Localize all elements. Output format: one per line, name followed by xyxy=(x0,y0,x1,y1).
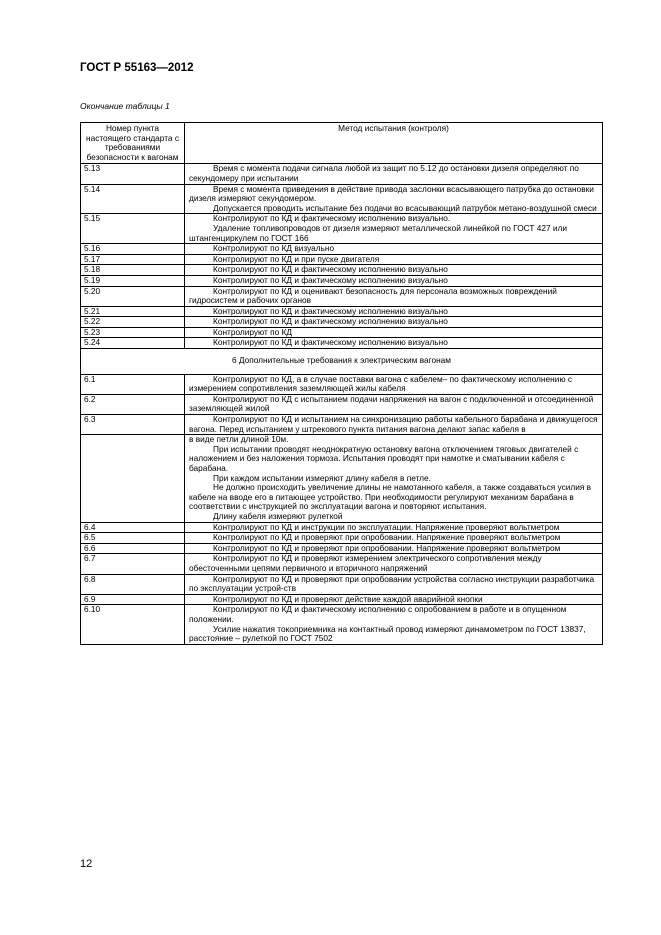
row-method xyxy=(185,543,603,554)
method-text: Контролируют по КД и испытанием на синхронизацию работы кабельного барабана и движущегося вагона. Перед испытанием у штрекового пункта питания вагона делают запас кабеля в xyxy=(189,414,598,434)
row-number: 6.2 xyxy=(81,394,185,414)
row-method xyxy=(185,265,603,276)
table-row xyxy=(81,554,603,574)
method-text: Контролируют по КД и проверяют при опробовании. Напряжение проверяют вольтметром xyxy=(213,542,561,553)
row-method xyxy=(185,317,603,328)
table-row xyxy=(81,415,603,435)
table-row xyxy=(81,214,603,244)
table-caption: Окончание таблицы 1 xyxy=(80,101,170,111)
page-number: 12 xyxy=(80,858,93,870)
method-text: Контролируют по КД xyxy=(213,326,293,337)
row-method xyxy=(185,214,603,244)
method-text: Контролируют по КД и фактическому исполнению визуально xyxy=(213,305,448,316)
row-method xyxy=(185,286,603,306)
row-method xyxy=(185,374,603,394)
method-text: Допускается проводить испытание без подачи во всасывающий патрубок метано-воздушной смеси xyxy=(213,202,597,213)
row-number: 6.1 xyxy=(81,374,185,394)
row-method xyxy=(185,338,603,349)
method-text: Время с момента подачи сигнала любой из защит по 5.12 до остановки дизеля определяют по секундомеру при испытании xyxy=(189,163,579,183)
row-number: 5.20 xyxy=(81,286,185,306)
row-method xyxy=(185,594,603,605)
method-text: Контролируют по КД и фактическому исполнению с опробованием в работе и в опущенном положении. xyxy=(189,604,567,624)
row-method xyxy=(185,306,603,317)
table-row xyxy=(81,265,603,276)
row-number: 6.5 xyxy=(81,533,185,544)
method-text: Не должно происходить увеличение длины не намотанного кабеля, а также создаваться усилия в кабеле на вводе его в питающее устройство. При необходимости регулируют механизм барабана в соответствии с инструкцией по эксплуатации вагона и повторяют испытания. xyxy=(189,482,592,512)
method-text: Контролируют по КД, а в случае поставки вагона с кабелем– по фактическому исполнению с измерением сопротивления заземляющей жилы кабеля xyxy=(189,373,572,394)
row-method xyxy=(185,394,603,414)
row-method-continuation xyxy=(185,435,603,522)
row-number: 5.15 xyxy=(81,214,185,244)
row-number: 5.18 xyxy=(81,265,185,276)
section-title: 6 Дополнительные требования к электрическим вагонам xyxy=(81,349,603,375)
row-number: 6.9 xyxy=(81,594,185,605)
row-number: 5.16 xyxy=(81,244,185,255)
method-text: Контролируют по КД и фактическому исполнению визуально xyxy=(213,316,448,327)
row-method xyxy=(185,415,603,435)
table-row xyxy=(81,533,603,544)
method-text: Контролируют по КД и фактическому исполнению визуально xyxy=(213,337,448,348)
row-number: 6.4 xyxy=(81,522,185,533)
row-method xyxy=(185,533,603,544)
table-row xyxy=(81,317,603,328)
row-number: 5.22 xyxy=(81,317,185,328)
method-text: Контролируют по КД визуально xyxy=(213,243,335,254)
method-text: Время с момента приведения в действие привода заслонки всасывающего патрубка до остановки дизеля измеряют секундомером. xyxy=(189,183,594,204)
row-number: 5.19 xyxy=(81,275,185,286)
table-header-row xyxy=(81,123,603,164)
table-row xyxy=(81,327,603,338)
row-number: 6.7 xyxy=(81,554,185,574)
column-header-clause: Номер пункта настоящего стандарта с требованиями безопасности к вагонам xyxy=(81,123,185,164)
table-row-continuation xyxy=(81,435,603,522)
table-row xyxy=(81,244,603,255)
method-text: Контролируют по КД с испытанием подачи напряжения на вагон с подключенной и отсоединенной заземляющей жилой xyxy=(189,393,594,414)
row-method xyxy=(185,327,603,338)
row-number: 5.21 xyxy=(81,306,185,317)
row-number-empty xyxy=(81,435,185,522)
document-title: ГОСТ Р 55163—2012 xyxy=(80,62,194,74)
table-row xyxy=(81,306,603,317)
method-text: Контролируют по КД и оценивают безопасность для персонала возможных повреждений гидросистем и рабочих органов xyxy=(189,285,557,306)
method-text: Контролируют по КД и фактическому исполнению визуально xyxy=(213,274,448,285)
row-method xyxy=(185,244,603,255)
method-text: Контролируют по КД и проверяют при опробовании устройства согласно инструкции разработчика по эксплуатации устрой-ств xyxy=(189,573,595,594)
row-number: 5.14 xyxy=(81,184,185,214)
row-number: 6.8 xyxy=(81,574,185,594)
table-row xyxy=(81,338,603,349)
row-number: 6.10 xyxy=(81,605,185,644)
row-number: 5.24 xyxy=(81,338,185,349)
table-row xyxy=(81,374,603,394)
row-method xyxy=(185,605,603,644)
table-row xyxy=(81,605,603,644)
row-method xyxy=(185,184,603,214)
table-row xyxy=(81,594,603,605)
table-row xyxy=(81,394,603,414)
table-row xyxy=(81,184,603,214)
method-text: Контролируют по КД и проверяют при опробовании. Напряжение проверяют вольтметром xyxy=(213,532,561,543)
method-text: Контролируют по КД и фактическому исполнению визуально. xyxy=(213,213,451,224)
row-method xyxy=(185,554,603,574)
table-row xyxy=(81,254,603,265)
row-number: 5.17 xyxy=(81,254,185,265)
section-row xyxy=(81,349,603,375)
row-number: 6.6 xyxy=(81,543,185,554)
row-number: 6.3 xyxy=(81,415,185,435)
table-row xyxy=(81,574,603,594)
method-text: При испытании проводят неоднократную остановку вагона отключением тяговых двигателей с наложением и без наложения тормоза. Испытания проводят при намотке и сматывании кабеля с барабана. xyxy=(189,443,579,473)
test-methods-table xyxy=(80,122,603,645)
method-text: Контролируют по КД и проверяют действие каждой аварийной кнопки xyxy=(213,593,483,604)
row-method xyxy=(185,275,603,286)
method-text: Длину кабеля измеряют рулеткой xyxy=(213,510,343,521)
table-row xyxy=(81,522,603,533)
method-text: Контролируют по КД и проверяют измерением электрического сопротивления между обесточенными цепями первичного и вторичного напряжений xyxy=(189,553,542,573)
row-number: 5.13 xyxy=(81,164,185,184)
method-text: Контролируют по КД и при пуске двигателя xyxy=(213,253,380,264)
table-row xyxy=(81,543,603,554)
method-text: Удаление топливопроводов от дизеля измеряют металлической линейкой по ГОСТ 427 или штангенциркулем по ГОСТ 166 xyxy=(189,222,568,243)
table-row xyxy=(81,275,603,286)
row-method xyxy=(185,522,603,533)
method-text: При каждом испытании измеряют длину кабеля в петле. xyxy=(213,472,431,483)
method-text: в виде петли длиной 10м. xyxy=(189,434,289,445)
method-text: Контролируют по КД и фактическому исполнению визуально xyxy=(213,264,448,275)
table-row xyxy=(81,286,603,306)
column-header-method: Метод испытания (контроля) xyxy=(185,123,603,164)
row-number: 5.23 xyxy=(81,327,185,338)
method-text: Усилие нажатия токоприемника на контактный провод измеряют динамометром по ГОСТ 13837, расстояние – рулеткой по ГОСТ 7502 xyxy=(189,623,586,644)
table-row xyxy=(81,164,603,184)
method-text: Контролируют по КД и инструкции по эксплуатации. Напряжение проверяют вольтметром xyxy=(213,521,560,532)
row-method xyxy=(185,164,603,184)
row-method xyxy=(185,574,603,594)
row-method xyxy=(185,254,603,265)
